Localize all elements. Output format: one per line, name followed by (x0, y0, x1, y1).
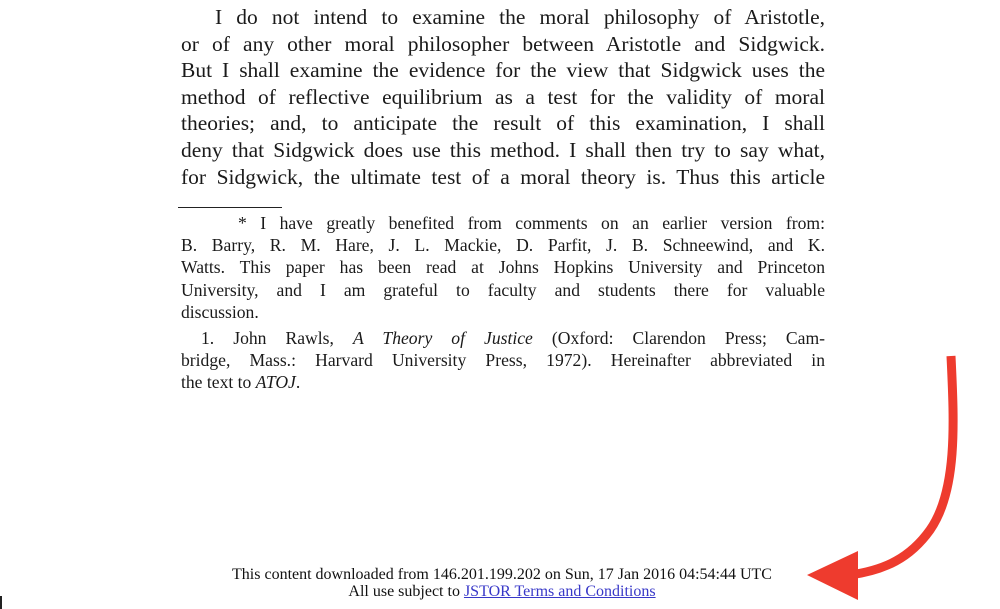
footnote-line: Watts. This paper has been read at Johns Hopkins University and Princeton (181, 257, 825, 278)
footnote-star (181, 212, 825, 323)
abbreviation: ATOJ (255, 372, 296, 393)
edge-mark (0, 596, 2, 609)
footnote-divider (178, 207, 282, 208)
footnote-citation-suffix: (Oxford: Clarendon Press; Cam- (532, 327, 825, 348)
footnote-line (181, 327, 825, 349)
body-line: for Sidgwick, the ultimate test of a moral theory is. Thus this article (181, 164, 825, 189)
footnote-citation-prefix: 1. John Rawls, (201, 327, 353, 348)
footnote-line: University, and I am grateful to faculty and students there for valuable (181, 279, 825, 300)
footnote-line (181, 371, 825, 393)
terms-notice (0, 583, 1000, 600)
body-paragraph (181, 4, 825, 190)
body-line: theories; and, to anticipate the result of this examination, I shall (181, 111, 825, 136)
footnote-line: bridge, Mass.: Harvard University Press, 1972). Hereinafter abbreviated in (181, 350, 825, 371)
arrow-shaft (850, 356, 953, 575)
footnote-line: * I have greatly benefited from comments on an earlier version from: (238, 213, 825, 233)
body-line: I do not intend to examine the moral philosophy of Aristotle, (215, 5, 825, 29)
footnote-text: . (295, 372, 301, 393)
terms-prefix: All use subject to (348, 583, 464, 600)
book-title: A Theory of Justice (352, 327, 533, 348)
footnotes (181, 212, 825, 394)
body-line: method of reflective equilibrium as a test for the validity of moral (181, 84, 825, 109)
body-line: deny that Sidgwick does use this method. I shall then try to say what, (181, 137, 825, 162)
footnote-line: B. Barry, R. M. Hare, J. L. Mackie, D. Parfit, J. B. Schneewind, and K. (181, 235, 825, 256)
body-line: But I shall examine the evidence for the view that Sidgwick uses the (181, 58, 825, 83)
jstor-terms-link[interactable]: JSTOR Terms and Conditions (463, 583, 656, 600)
footnote-line: discussion. (181, 301, 259, 322)
footnote-1 (181, 327, 825, 394)
body-line: or of any other moral philosopher between Aristotle and Sidgwick. (181, 31, 825, 56)
footnote-text: the text to (181, 372, 256, 393)
jstor-footer (0, 566, 1000, 600)
download-notice: This content downloaded from 146.201.199.202 on Sun, 17 Jan 2016 04:54:44 UTC (232, 566, 772, 583)
